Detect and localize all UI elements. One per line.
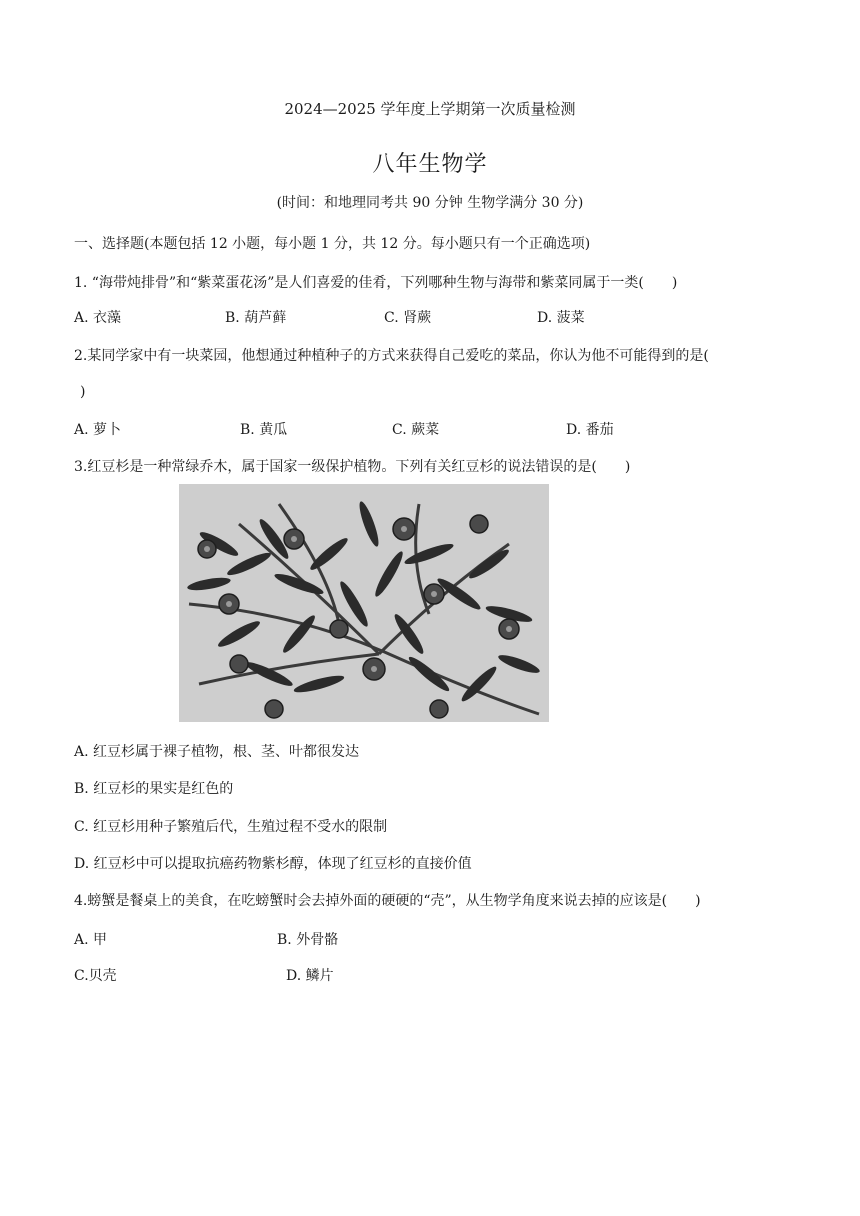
question-1-option-a: A. 衣藻 [74,310,122,326]
yew-branch-illustration [179,484,549,722]
question-2-option-c: C. 蕨菜 [392,422,440,438]
question-1-option-d: D. 菠菜 [537,310,585,326]
question-4-option-b: B. 外骨骼 [277,932,339,948]
question-2-option-d: D. 番茄 [566,422,614,438]
question-1-stem: 1. “海带炖排骨”和“紫菜蛋花汤”是人们喜爱的佳肴，下列哪种生物与海带和紫菜同属于一类( ) [74,275,678,291]
question-3-option-b: B. 红豆杉的果实是红色的 [74,781,234,797]
question-2-stem-line1: 2.某同学家中有一块菜园，他想通过种植种子的方式来获得自己爱吃的菜品，你认为他不可能得到的是( [74,348,709,364]
subject-title: 八年生物学 [372,152,488,177]
question-2-option-b: B. 黄瓜 [240,422,288,438]
question-2-option-a: A. 萝卜 [74,422,122,438]
question-4-option-d: D. 鳞片 [286,968,334,984]
question-4-option-a: A. 甲 [74,932,108,948]
question-3-stem: 3.红豆杉是一种常绿乔木，属于国家一级保护植物。下列有关红豆杉的说法错误的是( ) [74,459,631,475]
question-3-option-c: C. 红豆杉用种子繁殖后代，生殖过程不受水的限制 [74,819,388,835]
question-1-option-c: C. 肾蕨 [384,310,432,326]
question-3-option-a: A. 红豆杉属于裸子植物，根、茎、叶都很发达 [74,744,360,760]
yew-branch-photo [179,484,549,722]
question-1-option-b: B. 葫芦藓 [225,310,287,326]
question-2-stem-line2: ) [80,384,86,400]
question-3-option-d: D. 红豆杉中可以提取抗癌药物紫杉醇，体现了红豆杉的直接价值 [74,856,472,872]
section-heading: 一、选择题(本题包括 12 小题，每小题 1 分，共 12 分。每小题只有一个正确选项) [74,236,591,252]
question-4-stem: 4.螃蟹是餐桌上的美食，在吃螃蟹时会去掉外面的硬硬的“壳”，从生物学角度来说去掉的应该是( ) [74,893,701,909]
question-4-option-c: C.贝壳 [74,968,117,984]
exam-title: 2024—2025 学年度上学期第一次质量检测 [284,100,576,118]
time-note: (时间：和地理同考共 90 分钟 生物学满分 30 分) [276,195,584,211]
